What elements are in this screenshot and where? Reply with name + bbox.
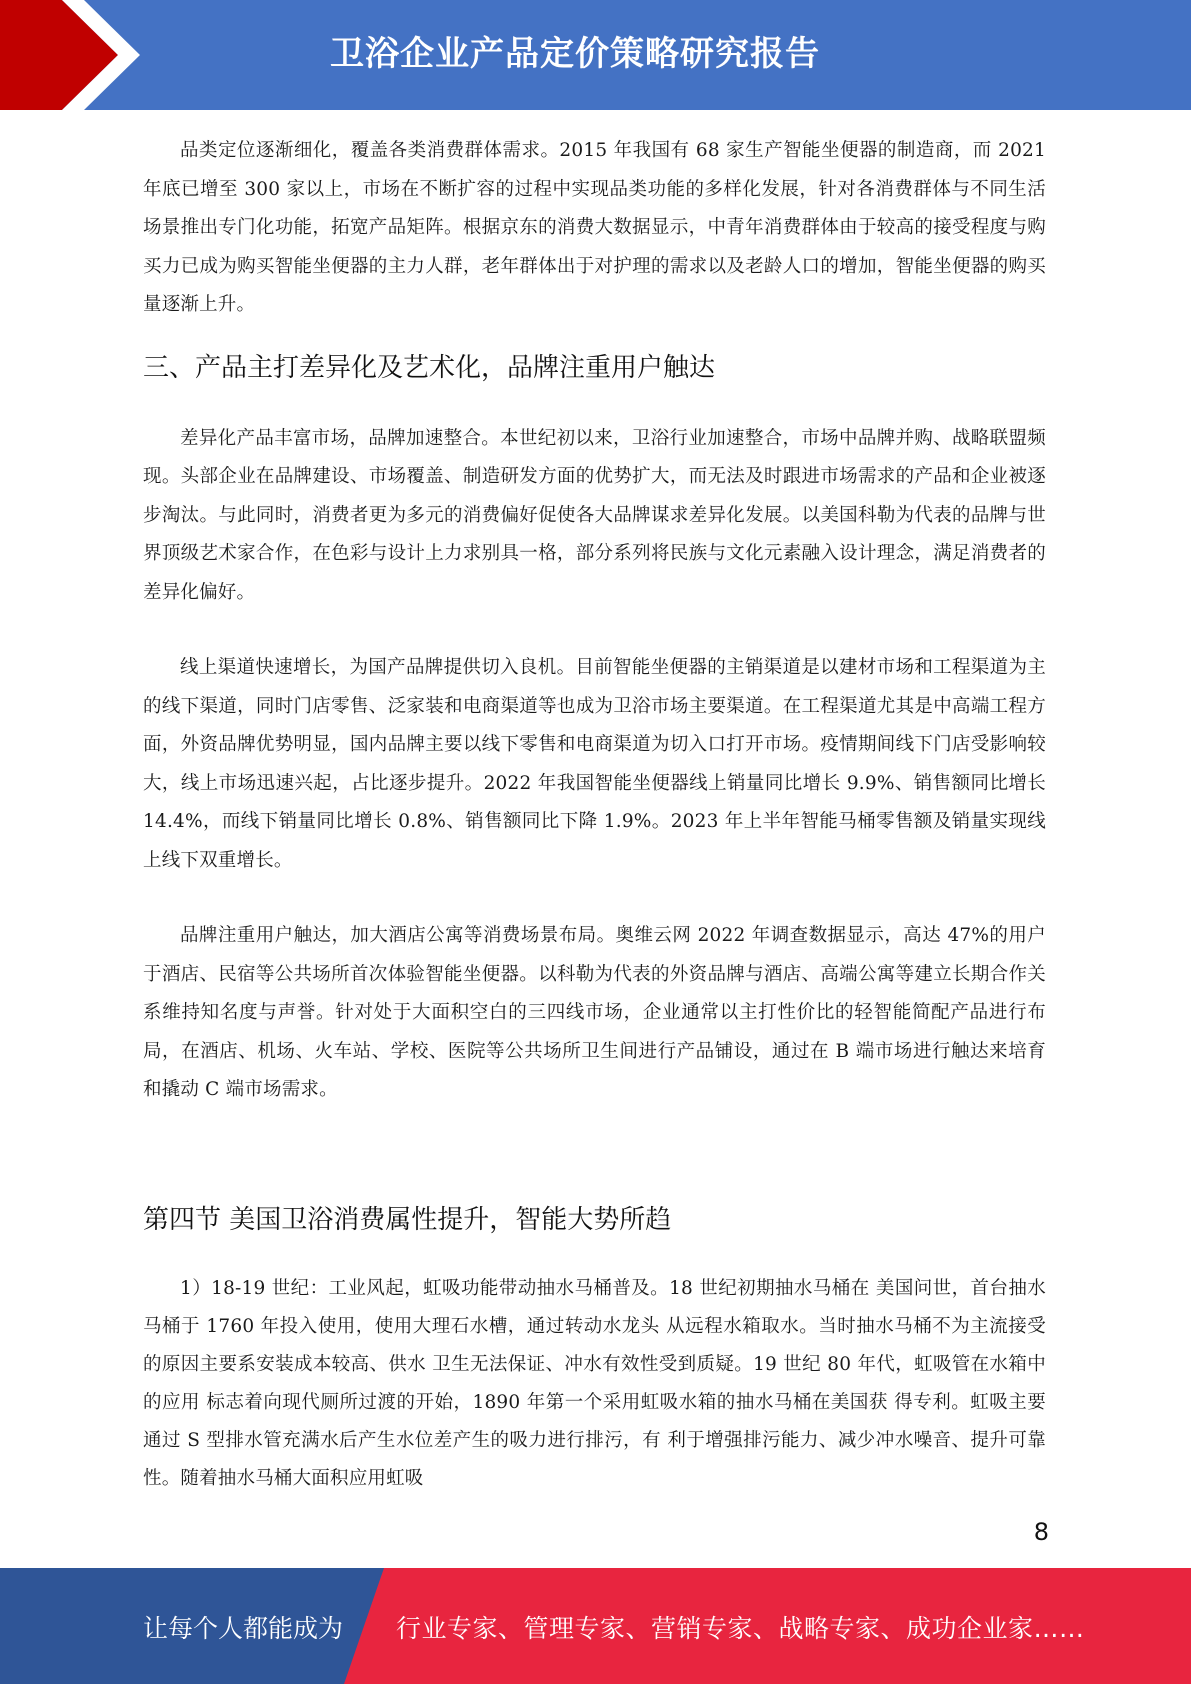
report-title: 卫浴企业产品定价策略研究报告 — [330, 34, 820, 74]
section-heading-3: 三、产品主打差异化及艺术化，品牌注重用户触达 — [143, 352, 716, 383]
document-body — [143, 132, 1046, 1498]
header-chevron-decoration — [0, 0, 160, 110]
section-heading-4: 第四节 美国卫浴消费属性提升，智能大势所趋 — [143, 1204, 672, 1235]
header-banner — [0, 0, 1191, 110]
footer-slogan-left: 让每个人都能成为 — [143, 1614, 344, 1643]
paragraph-category-positioning: 品类定位逐渐细化，覆盖各类消费群体需求。2015 年我国有 68 家生产智能坐便器的制造商，而 2021 年底已增至 300 家以上，市场在不断扩容的过程中实现品类功能的多样化发展，针对各消费群体与不同生活场景推出专门化功能，拓宽产品矩阵。根据京东的消费大数据显示，中青年消费群体由于较高的接受程度与购买力已成为购买智能坐便器的主力人群，老年群体出于对护理的需求以及老龄人口的增加，智能坐便器的购买量逐渐上升。 — [143, 140, 1046, 315]
paragraph-user-reach: 品牌注重用户触达，加大酒店公寓等消费场景布局。奥维云网 2022 年调查数据显示，高达 47%的用户于酒店、民宿等公共场所首次体验智能坐便器。以科勒为代表的外资品牌与酒店、高端公寓等建立长期合作关系维持知名度与声誉。针对处于大面积空白的三四线市场，企业通常以主打性价比的轻智能简配产品进行布局，在酒店、机场、火车站、学校、医院等公共场所卫生间进行产品铺设，通过在 B 端市场进行触达来培育和撬动 C 端市场需求。 — [143, 925, 1046, 1100]
footer-slogan-right: 行业专家、管理专家、营销专家、战略专家、成功企业家…… — [396, 1614, 1085, 1643]
paragraph-us-history: 1）18-19 世纪：工业风起，虹吸功能带动抽水马桶普及。18 世纪初期抽水马桶在 美国问世，首台抽水马桶于 1760 年投入使用，使用大理石水槽，通过转动水龙头 从远程水箱取水。当时抽水马桶不为主流接受的原因主要系安装成本较高、供水 卫生无法保证、冲水有效性受到质疑。19 世纪 80 年代，虹吸管在水箱中的应用 标志着向现代厕所过渡的开始，1890 年第一个采用虹吸水箱的抽水马桶在美国获 得专利。虹吸主要通过 S 型排水管充满水后产生水位差产生的吸力进行排污，有 利于增强排污能力、减少冲水噪音、提升可靠性。随着抽水马桶大面积应用虹吸 — [143, 1277, 1046, 1489]
footer-banner — [0, 1568, 1191, 1684]
page-number: 8 — [1033, 1518, 1049, 1546]
paragraph-differentiation: 差异化产品丰富市场，品牌加速整合。本世纪初以来，卫浴行业加速整合，市场中品牌并购、战略联盟频现。头部企业在品牌建设、市场覆盖、制造研发方面的优势扩大，而无法及时跟进市场需求的产品和企业被逐步淘汰。与此同时，消费者更为多元的消费偏好促使各大品牌谋求差异化发展。以美国科勒为代表的品牌与世界顶级艺术家合作，在色彩与设计上力求别具一格，部分系列将民族与文化元素融入设计理念，满足消费者的差异化偏好。 — [143, 427, 1046, 603]
paragraph-online-channels: 线上渠道快速增长，为国产品牌提供切入良机。目前智能坐便器的主销渠道是以建材市场和工程渠道为主的线下渠道，同时门店零售、泛家装和电商渠道等也成为卫浴市场主要渠道。在工程渠道尤其是中高端工程方面，外资品牌优势明显，国内品牌主要以线下零售和电商渠道为切入口打开市场。疫情期间线下门店受影响较大，线上市场迅速兴起，占比逐步提升。2022 年我国智能坐便器线上销量同比增长 9.9%、销售额同比增长 14.4%，而线下销量同比增长 0.8%、销售额同比下降 1.9%。2023 年上半年智能马桶零售额及销量实现线上线下双重增长。 — [143, 657, 1046, 871]
